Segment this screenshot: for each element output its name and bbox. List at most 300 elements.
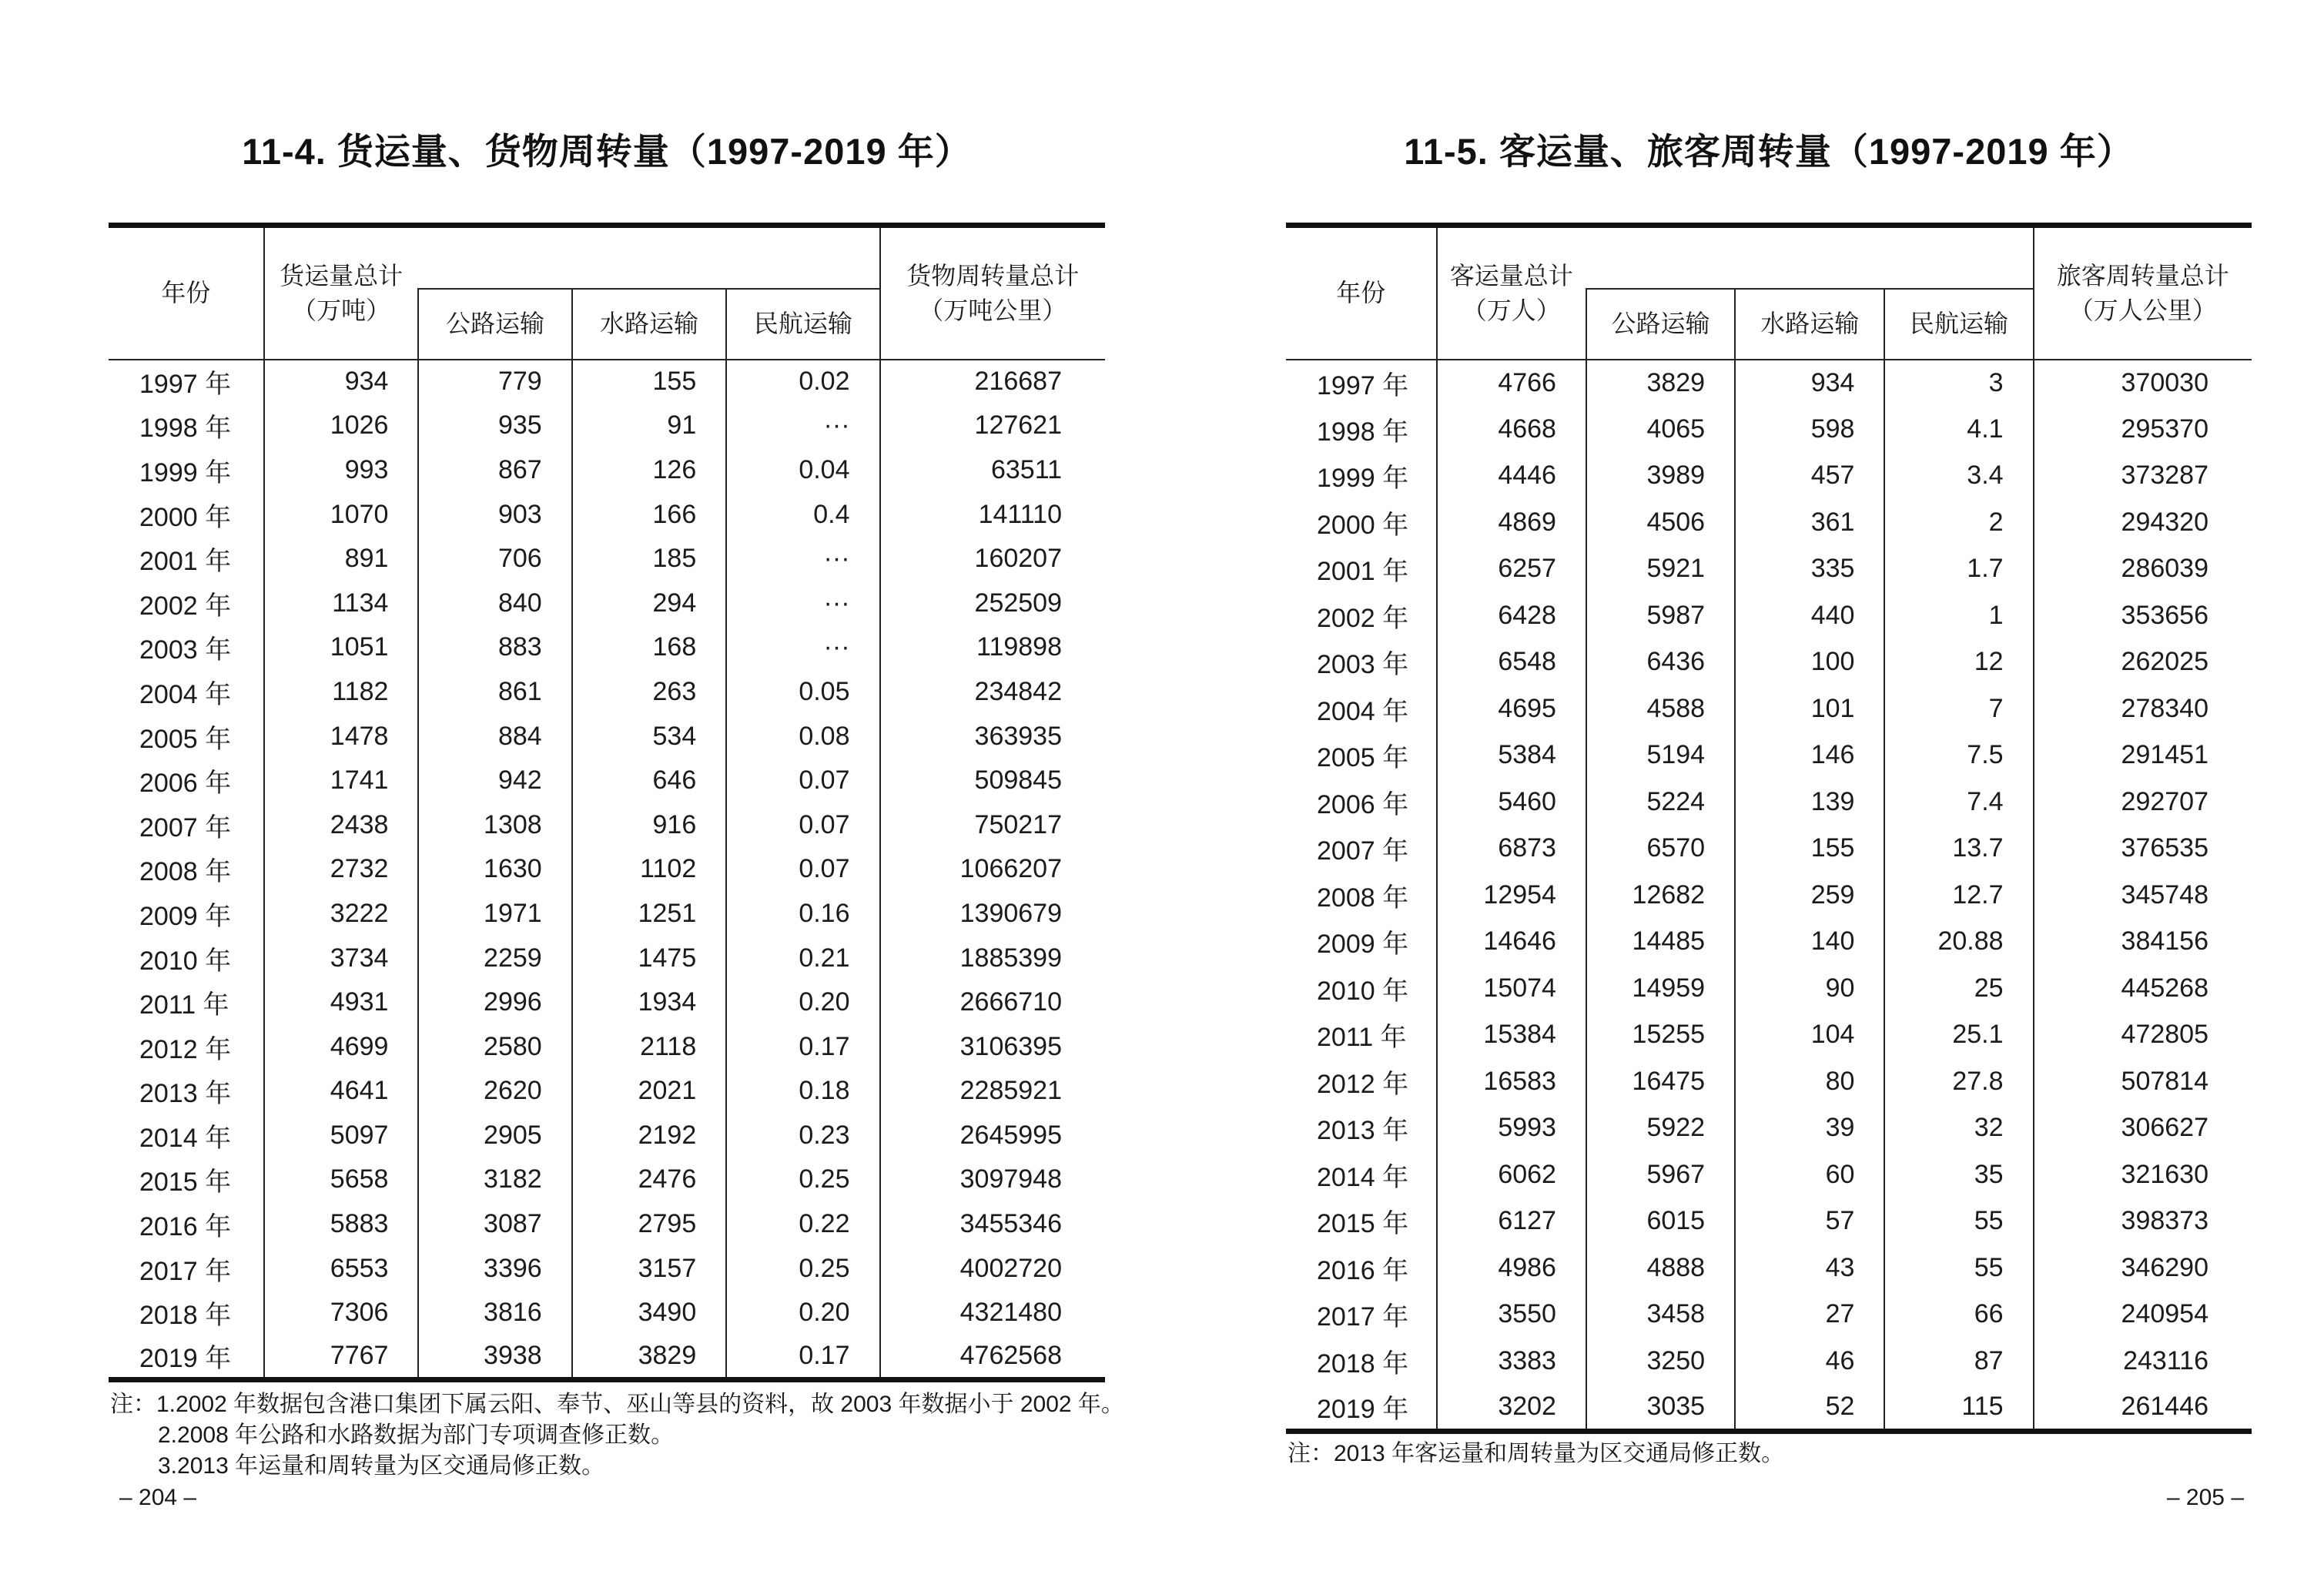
cell-turnover: 3106395 [880,1024,1105,1069]
cell-total: 5384 [1437,732,1586,779]
cell-total: 7767 [264,1335,419,1380]
cell-road: 6436 [1586,639,1735,686]
cell-total: 3202 [1437,1385,1586,1432]
cell-year: 2011 年 [139,990,229,1020]
cell-air: 0.21 [726,936,879,980]
cell-road: 6570 [1586,826,1735,873]
cell-turnover: 2666710 [880,980,1105,1025]
cell-turnover: 295370 [2034,406,2252,453]
cell-air: 7.5 [1884,732,2033,779]
cell-water: 2021 [572,1069,727,1114]
cell-turnover: 373287 [2034,453,2252,500]
cell-turnover: 363935 [880,714,1105,759]
passenger-table [1286,223,2252,1434]
cell-year: 2009 年 [1317,930,1409,960]
footnote-label: 注： [110,1392,156,1417]
cell-air: 0.20 [726,1291,879,1335]
cell-total: 16583 [1437,1058,1586,1105]
footnotes [1288,1439,1784,1469]
cell-water: 39 [1735,1105,1884,1152]
footnotes [110,1389,1124,1482]
footnote-text: 2.2008 年公路和水路数据为部门专项调查修正数。 [158,1422,675,1448]
cell-turnover: 4762568 [880,1335,1105,1380]
footnote-line [110,1420,1124,1451]
cell-water: 598 [1735,406,1884,453]
cell-turnover: 63511 [880,448,1105,493]
cell-air: 115 [1884,1385,2033,1432]
cell-water: 100 [1735,639,1884,686]
cell-total: 1741 [264,759,419,803]
footnote-line [110,1451,1124,1482]
cell-year: 2002 年 [1317,603,1409,633]
cell-water: 90 [1735,965,1884,1012]
cell-turnover: 353656 [2034,592,2252,639]
cell-air: 0.07 [726,847,879,892]
cell-air: 0.04 [726,448,879,493]
cell-year: 2013 年 [139,1079,232,1109]
cell-total: 1026 [264,404,419,448]
table-row [1286,1338,2252,1385]
cell-water: 57 [1735,1198,1884,1245]
cell-year: 1997 年 [139,370,232,400]
cell-year: 2006 年 [139,769,232,799]
cell-road: 3816 [418,1291,571,1335]
table-row [1286,406,2252,453]
cell-air: 4.1 [1884,406,2033,453]
cell-road: 3087 [418,1202,571,1247]
table-row [109,448,1105,493]
table-row [109,670,1105,715]
cell-road: 3458 [1586,1292,1735,1338]
cell-road: 884 [418,714,571,759]
cell-water: 60 [1735,1151,1884,1198]
page-title-passenger: 11-5. 客运量、旅客周转量（1997-2019 年） [1404,131,2134,172]
cell-road: 3829 [1586,360,1735,407]
cell-turnover: 370030 [2034,360,2252,407]
cell-year: 2003 年 [139,635,232,665]
cell-road: 5194 [1586,732,1735,779]
cell-turnover: 398373 [2034,1198,2252,1245]
cell-water: 335 [1735,546,1884,593]
cell-turnover: 216687 [880,360,1105,404]
cell-year: 2007 年 [1317,836,1409,866]
cell-road: 1971 [418,892,571,936]
page-number: – 205 – [2166,1485,2244,1510]
cell-turnover: 261446 [2034,1385,2252,1432]
cell-air: 7 [1884,685,2033,732]
cell-water: 101 [1735,685,1884,732]
cell-year: 2013 年 [1317,1116,1409,1146]
cell-air: 20.88 [1884,919,2033,966]
table-row [1286,732,2252,779]
cell-total: 3734 [264,936,419,980]
col-header-passenger-turnover [2034,226,2252,360]
cell-air: ··· [726,581,879,625]
cell-turnover: 262025 [2034,639,2252,686]
cell-water: 2476 [572,1157,727,1202]
cell-turnover: 4321480 [880,1291,1105,1335]
table-row [1286,639,2252,686]
cell-water: 259 [1735,872,1884,919]
cell-road: 15255 [1586,1012,1735,1059]
cell-water: 140 [1735,919,1884,966]
table-row [109,1157,1105,1202]
cell-air: 0.07 [726,802,879,847]
table-row [109,1069,1105,1114]
cell-year: 1999 年 [1317,464,1409,494]
page-title-freight: 11-4. 货运量、货物周转量（1997-2019 年） [242,131,972,172]
cell-air: ··· [726,404,879,448]
cell-turnover: 376535 [2034,826,2252,873]
cell-water: 263 [572,670,727,715]
cell-road: 3035 [1586,1385,1735,1432]
cell-year: 2018 年 [1317,1348,1409,1379]
cell-water: 155 [1735,826,1884,873]
cell-turnover: 278340 [2034,685,2252,732]
cell-turnover: 1885399 [880,936,1105,980]
table-row [109,936,1105,980]
page-204 [109,0,1124,1588]
cell-water: 155 [572,360,727,404]
cell-water: 2192 [572,1114,727,1158]
table-row [1286,1292,2252,1338]
cell-total: 7306 [264,1291,419,1335]
cell-road: 3989 [1586,453,1735,500]
table-row [1286,592,2252,639]
col-header-air: 民航运输 [726,289,879,360]
col-header-freight-total-unit: （万吨） [292,296,391,324]
col-header-freight-total [264,226,419,360]
cell-year: 2005 年 [139,724,232,754]
table-row [109,1114,1105,1158]
cell-turnover: 240954 [2034,1292,2252,1338]
cell-turnover: 3455346 [880,1202,1105,1247]
cell-total: 5097 [264,1114,419,1158]
cell-total: 3222 [264,892,419,936]
cell-road: 883 [418,625,571,670]
cell-total: 4446 [1437,453,1586,500]
cell-road: 6015 [1586,1198,1735,1245]
cell-air: 0.05 [726,670,879,715]
cell-year: 2008 年 [1317,883,1409,913]
col-header-year: 年份 [109,226,264,360]
cell-air: 3.4 [1884,453,2033,500]
table-row [109,847,1105,892]
cell-year: 2014 年 [139,1123,232,1153]
col-header-passenger-total [1437,226,1586,360]
cell-road: 903 [418,492,571,537]
col-header-freight-turnover [880,226,1105,360]
cell-road: 5922 [1586,1105,1735,1152]
cell-turnover: 160207 [880,537,1105,581]
cell-year: 2010 年 [1317,976,1409,1006]
cell-turnover: 127621 [880,404,1105,448]
cell-turnover: 346290 [2034,1245,2252,1292]
table-row [1286,546,2252,593]
col-header-water: 水路运输 [572,289,727,360]
page-205 [1286,0,2252,1588]
table-row [109,1024,1105,1069]
cell-water: 1251 [572,892,727,936]
cell-year: 2015 年 [139,1168,232,1198]
col-header-road: 公路运输 [418,289,571,360]
table-row [1286,1198,2252,1245]
cell-water: 168 [572,625,727,670]
cell-year: 1999 年 [139,457,232,487]
cell-water: 440 [1735,592,1884,639]
cell-water: 104 [1735,1012,1884,1059]
cell-air: ··· [726,625,879,670]
cell-road: 942 [418,759,571,803]
cell-water: 934 [1735,360,1884,407]
cell-road: 2996 [418,980,571,1025]
table-row [109,1291,1105,1335]
col-header-freight-total-label: 货运量总计 [280,261,404,290]
cell-total: 4699 [264,1024,419,1069]
cell-water: 52 [1735,1385,1884,1432]
cell-total: 1051 [264,625,419,670]
cell-water: 2118 [572,1024,727,1069]
cell-total: 1478 [264,714,419,759]
cell-air: 0.4 [726,492,879,537]
cell-turnover: 252509 [880,581,1105,625]
table-row [1286,779,2252,826]
cell-total: 4986 [1437,1245,1586,1292]
cell-year: 2004 年 [1317,696,1409,726]
header-gap [1586,226,2034,289]
cell-total: 1070 [264,492,419,537]
footnote-label: 注： [1288,1441,1334,1466]
cell-road: 14485 [1586,919,1735,966]
cell-total: 5658 [264,1157,419,1202]
table-row [1286,453,2252,500]
cell-water: 646 [572,759,727,803]
cell-air: 0.17 [726,1024,879,1069]
footnote-text: 2013 年客运量和周转量为区交通局修正数。 [1334,1441,1785,1466]
cell-turnover: 292707 [2034,779,2252,826]
cell-water: 91 [572,404,727,448]
cell-air: 35 [1884,1151,2033,1198]
cell-turnover: 286039 [2034,546,2252,593]
table-row [109,492,1105,537]
cell-road: 3938 [418,1335,571,1380]
cell-turnover: 321630 [2034,1151,2252,1198]
cell-year: 2000 年 [1317,510,1409,540]
col-header-water: 水路运输 [1735,289,1884,360]
col-header-passenger-turnover-label: 旅客周转量总计 [2056,261,2229,290]
freight-table-body [109,360,1105,1380]
cell-turnover: 141110 [880,492,1105,537]
cell-road: 5987 [1586,592,1735,639]
cell-total: 6553 [264,1246,419,1291]
cell-year: 2001 年 [1317,557,1409,587]
cell-road: 935 [418,404,571,448]
cell-water: 185 [572,537,727,581]
cell-air: 1.7 [1884,546,2033,593]
cell-road: 779 [418,360,571,404]
table-row [1286,1012,2252,1059]
cell-turnover: 1390679 [880,892,1105,936]
col-header-freight-turnover-unit: （万吨公里） [919,296,1067,324]
cell-total: 6548 [1437,639,1586,686]
cell-air: 0.20 [726,980,879,1025]
table-row [1286,1245,2252,1292]
cell-air: 1 [1884,592,2033,639]
passenger-table-header [1286,226,2252,360]
cell-total: 6428 [1437,592,1586,639]
cell-year: 1998 年 [139,414,232,444]
cell-year: 1998 年 [1317,417,1409,447]
cell-turnover: 294320 [2034,499,2252,546]
cell-road: 4506 [1586,499,1735,546]
footnote-line [1288,1439,1784,1469]
cell-year: 2005 年 [1317,743,1409,773]
col-header-year: 年份 [1286,226,1437,360]
cell-road: 4588 [1586,685,1735,732]
cell-air: 0.25 [726,1246,879,1291]
cell-turnover: 507814 [2034,1058,2252,1105]
col-header-passenger-turnover-unit: （万人公里） [2068,296,2217,324]
cell-turnover: 345748 [2034,872,2252,919]
cell-air: 25 [1884,965,2033,1012]
cell-air: 2 [1884,499,2033,546]
table-row [109,625,1105,670]
cell-turnover: 750217 [880,802,1105,847]
cell-road: 14959 [1586,965,1735,1012]
table-row [109,1202,1105,1247]
cell-road: 5967 [1586,1151,1735,1198]
table-row [109,714,1105,759]
cell-total: 3383 [1437,1338,1586,1385]
table-row [1286,919,2252,966]
cell-turnover: 472805 [2034,1012,2252,1059]
cell-air: 0.23 [726,1114,879,1158]
cell-year: 2008 年 [139,857,232,887]
header-gap [418,226,879,289]
cell-year: 2006 年 [1317,789,1409,819]
col-header-freight-turnover-label: 货物周转量总计 [906,261,1080,290]
cell-road: 3250 [1586,1338,1735,1385]
cell-road: 5224 [1586,779,1735,826]
footnote-text: 1.2002 年数据包含港口集团下属云阳、奉节、巫山等县的资料，故 2003 年数据小于 2002 年。 [156,1392,1124,1417]
cell-water: 294 [572,581,727,625]
cell-total: 14646 [1437,919,1586,966]
cell-year: 2014 年 [1317,1162,1409,1192]
cell-year: 2001 年 [139,547,232,577]
cell-turnover: 4002720 [880,1246,1105,1291]
cell-year: 2018 年 [139,1301,232,1331]
footnote-text: 3.2013 年运量和周转量为区交通局修正数。 [158,1453,605,1479]
cell-total: 1134 [264,581,419,625]
cell-year: 2019 年 [139,1344,232,1374]
cell-water: 916 [572,802,727,847]
cell-road: 2620 [418,1069,571,1114]
table-row [1286,499,2252,546]
cell-road: 1630 [418,847,571,892]
cell-air: 12.7 [1884,872,2033,919]
cell-year: 2016 年 [139,1212,232,1242]
cell-air: ··· [726,537,879,581]
cell-air: 32 [1884,1105,2033,1152]
table-row [1286,872,2252,919]
table-row [1286,965,2252,1012]
cell-total: 4668 [1437,406,1586,453]
cell-turnover: 234842 [880,670,1105,715]
cell-air: 0.17 [726,1335,879,1380]
cell-water: 126 [572,448,727,493]
cell-year: 2007 年 [139,812,232,843]
cell-road: 4065 [1586,406,1735,453]
cell-road: 867 [418,448,571,493]
cell-total: 4931 [264,980,419,1025]
cell-total: 15074 [1437,965,1586,1012]
cell-road: 12682 [1586,872,1735,919]
cell-total: 4641 [264,1069,419,1114]
cell-total: 993 [264,448,419,493]
table-row [109,404,1105,448]
freight-table-header [109,226,1105,360]
table-row [109,980,1105,1025]
cell-road: 4888 [1586,1245,1735,1292]
cell-year: 2011 年 [1317,1023,1407,1053]
cell-turnover: 306627 [2034,1105,2252,1152]
cell-total: 4766 [1437,360,1586,407]
cell-turnover: 243116 [2034,1338,2252,1385]
cell-turnover: 3097948 [880,1157,1105,1202]
cell-water: 139 [1735,779,1884,826]
table-row [1286,360,2252,407]
cell-water: 1475 [572,936,727,980]
cell-air: 12 [1884,639,2033,686]
cell-air: 0.08 [726,714,879,759]
cell-water: 27 [1735,1292,1884,1338]
cell-water: 146 [1735,732,1884,779]
cell-year: 2016 年 [1317,1255,1409,1285]
cell-water: 457 [1735,453,1884,500]
cell-water: 1934 [572,980,727,1025]
cell-year: 2015 年 [1317,1209,1409,1239]
cell-road: 3182 [418,1157,571,1202]
cell-total: 6873 [1437,826,1586,873]
cell-turnover: 509845 [880,759,1105,803]
cell-road: 1308 [418,802,571,847]
table-row [109,759,1105,803]
cell-air: 55 [1884,1245,2033,1292]
cell-year: 2003 年 [1317,650,1409,680]
cell-total: 2732 [264,847,419,892]
cell-year: 2019 年 [1317,1394,1409,1424]
cell-road: 2259 [418,936,571,980]
cell-total: 15384 [1437,1012,1586,1059]
table-row [1286,1058,2252,1105]
cell-total: 5460 [1437,779,1586,826]
cell-total: 5883 [264,1202,419,1247]
cell-air: 66 [1884,1292,2033,1338]
cell-water: 46 [1735,1338,1884,1385]
cell-year: 2012 年 [1317,1069,1409,1099]
cell-water: 43 [1735,1245,1884,1292]
table-row [109,537,1105,581]
cell-year: 1997 年 [1317,370,1409,400]
cell-total: 3550 [1437,1292,1586,1338]
cell-air: 3 [1884,360,2033,407]
cell-road: 16475 [1586,1058,1735,1105]
cell-air: 0.07 [726,759,879,803]
cell-water: 3157 [572,1246,727,1291]
cell-turnover: 119898 [880,625,1105,670]
cell-turnover: 445268 [2034,965,2252,1012]
cell-year: 2017 年 [139,1256,232,1286]
